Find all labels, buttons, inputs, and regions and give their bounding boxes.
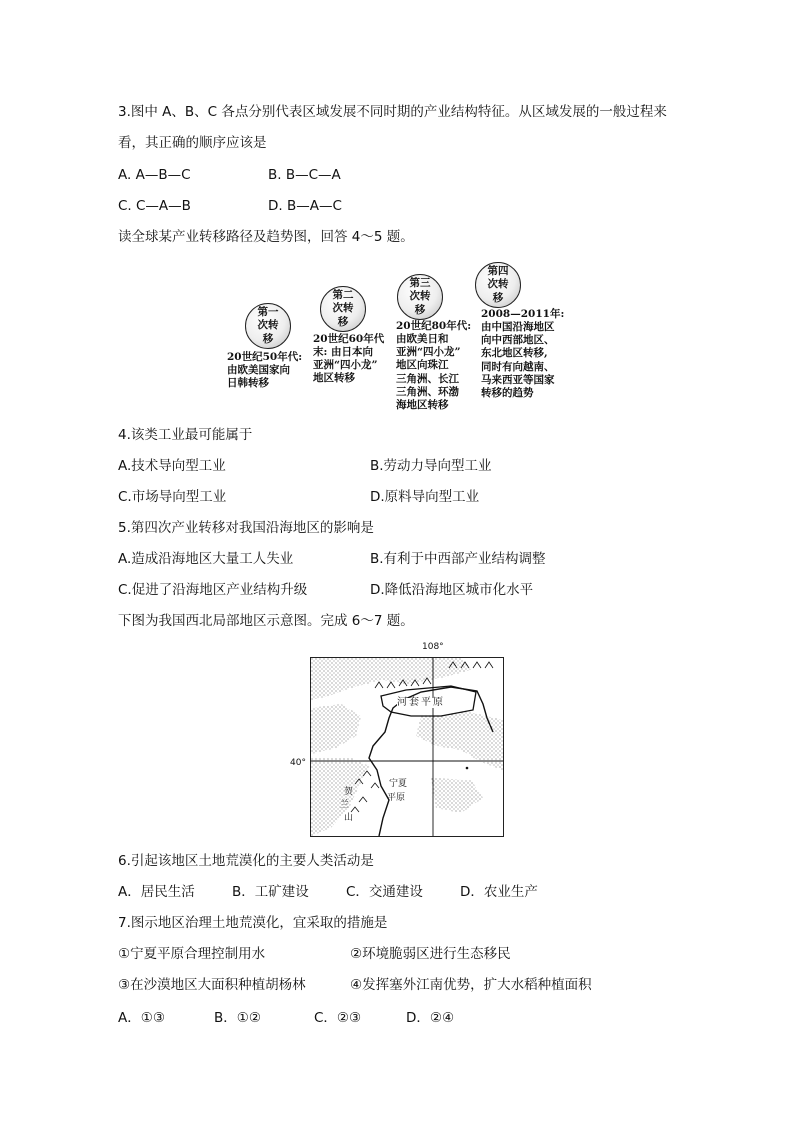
helan-char-2: 兰 [340, 800, 350, 810]
stage4-label: 第四次转移 [487, 265, 509, 304]
q3-option-d: D. B—A—C [268, 198, 342, 214]
ningxia-label: 宁夏 [389, 779, 408, 789]
q7-stem: 7.图示地区治理土地荒漠化，宜采取的措施是 [118, 915, 388, 931]
q5-option-a: A.造成沿海地区大量工人失业 [118, 551, 294, 567]
helan-char-1: 贺 [344, 787, 354, 797]
latitude-label: 40° [290, 758, 306, 768]
industry-transfer-diagram [225, 262, 580, 422]
q5-option-d: D.降低沿海地区城市化水平 [370, 582, 534, 598]
q6-option-d: D．农业生产 [460, 884, 538, 900]
q7-option-b: B．①② [214, 1010, 261, 1026]
q5-option-c: C.促进了沿海地区产业结构升级 [118, 582, 308, 598]
q5-option-b: B.有利于中西部产业结构调整 [370, 551, 546, 567]
desert-area-southeast [431, 778, 483, 813]
q7-measure-2: ②环境脆弱区进行生态移民 [350, 946, 511, 962]
stage3-desc: 20世纪80年代: 由欧美日和 亚洲“四小龙” 地区向珠江 三角洲、长江 三角洲、环渤 海地区转移 [396, 320, 472, 411]
stage1-bubble [245, 303, 291, 349]
stage4-desc: 2008—2011年: 由中国沿海地区 向中西部地区、 东北地区转移, 同时有向越南、 马来西亚等国家 转移的趋势 [481, 308, 565, 399]
q7-option-d: D．②④ [406, 1010, 455, 1026]
q6-option-a: A．居民生活 [118, 884, 195, 900]
northwest-china-map [310, 657, 504, 837]
q6-option-b: B．工矿建设 [232, 884, 309, 900]
q6-stem: 6.引起该地区土地荒漠化的主要人类活动是 [118, 853, 374, 869]
stage2-desc: 20世纪60年代 末: 由日本向 亚洲“四小龙” 地区转移 [313, 333, 385, 385]
q7-option-a: A．①③ [118, 1010, 165, 1026]
q7-measure-4: ④发挥塞外江南优势，扩大水稻种植面积 [350, 977, 592, 993]
intro-4-5: 读全球某产业转移路径及趋势图，回答 4～5 题。 [118, 229, 414, 245]
stage2-bubble [320, 286, 366, 332]
desert-area-west [311, 704, 361, 754]
stage3-label: 第三次转移 [409, 277, 431, 316]
q7-measure-1: ①宁夏平原合理控制用水 [118, 946, 266, 962]
desert-area-southwest [311, 758, 369, 836]
q3-stem-line2: 看，其正确的顺序应该是 [118, 135, 267, 151]
q7-measure-3: ③在沙漠地区大面积种植胡杨林 [118, 977, 306, 993]
stage2-label: 第二次转移 [332, 289, 354, 328]
q3-stem-line1: 3.图中 A、B、C 各点分别代表区域发展不同时期的产业结构特征。从区域发展的一般过程来 [118, 104, 667, 120]
stage1-label: 第一次转移 [257, 306, 279, 345]
q3-option-a: A. A—B—C [118, 167, 191, 183]
stage1-desc: 20世纪50年代: 由欧美国家向 日韩转移 [227, 351, 303, 390]
helan-char-3: 山 [344, 813, 354, 823]
q5-stem: 5.第四次产业转移对我国沿海地区的影响是 [118, 520, 374, 536]
town-dot [466, 767, 469, 770]
intro-6-7: 下图为我国西北局部地区示意图。完成 6～7 题。 [118, 613, 414, 629]
q4-option-b: B.劳动力导向型工业 [370, 458, 492, 474]
q6-option-c: C．交通建设 [346, 884, 423, 900]
q4-option-c: C.市场导向型工业 [118, 489, 227, 505]
stage3-bubble [397, 274, 443, 320]
stage4-bubble [475, 262, 521, 308]
q7-option-c: C．②③ [314, 1010, 362, 1026]
q3-option-b: B. B—C—A [268, 167, 341, 183]
q4-option-d: D.原料导向型工业 [370, 489, 480, 505]
hetao-plain-label: 河套平原 [397, 697, 445, 708]
q3-option-c: C. C—A—B [118, 198, 191, 214]
ningxia-plain-label: 平原 [387, 793, 406, 803]
q4-option-a: A.技术导向型工业 [118, 458, 226, 474]
longitude-label: 108° [422, 642, 444, 652]
q4-stem: 4.该类工业最可能属于 [118, 427, 253, 443]
